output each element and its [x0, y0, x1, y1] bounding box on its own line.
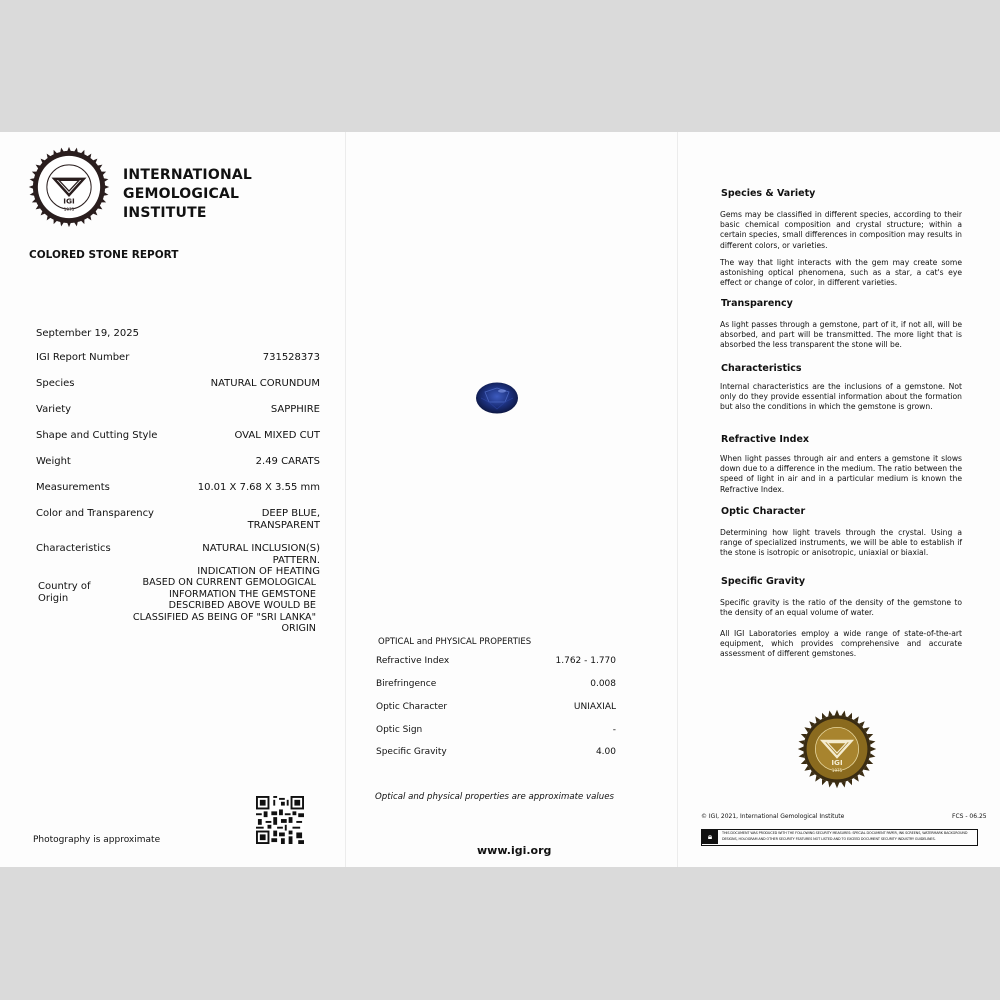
glossary-paragraph: Determining how light travels through the crystal. Using a range of specialized instruments, we will be able to establish if the stone is isotropic or anisotropic, uniaxial or biaxial.: [720, 528, 962, 558]
seal-tooth: [30, 191, 36, 196]
report-date: September 19, 2025: [36, 328, 139, 339]
glossary-paragraph: Internal characteristics are the inclusions of a gemstone. Not only do they provide essential information about the formation but also the conditions in which the gemstone is grown.: [720, 382, 962, 412]
glossary-paragraph: Gems may be classified in different species, according to their basic chemical composition and crystal structure; within a certain species, small differences in composition may results in different colors, or varieties.: [720, 210, 962, 250]
report-title: COLORED STONE REPORT: [29, 249, 179, 261]
gemstone-photo: [475, 382, 519, 414]
svg-text:1975: 1975: [831, 768, 843, 774]
row-label: Shape and Cutting Style: [36, 430, 158, 441]
svg-text:1975: 1975: [63, 206, 75, 212]
seal-tooth: [841, 781, 846, 787]
glossary-paragraph: As light passes through a gemstone, part of it, if not all, will be absorbed, and part will be transmitted. The more light that is absorbed the less transparent the stone will be.: [720, 320, 962, 350]
seal-tooth: [869, 753, 875, 758]
glossary-paragraph: When light passes through air and enters a gemstone it slows down due to a difference in the medium. The ratio between the speed of light in air and in a particular medium is known the Refractive Index.: [720, 454, 962, 494]
glossary-heading: Refractive Index: [721, 434, 810, 445]
security-text: THIS DOCUMENT WAS PRODUCED WITH THE FOLLOWING SECURITY MEASURES: SPECIAL DOCUMENT PAPER, INK SCREENS, WATERMARK BACKGROUND DESIGNS, HOLOGRAM AND OTHER SECURITY FEATURES NOT LISTED AND TO EXCEED DOCUMENT SECURITY INDUSTRY GUIDELINES.: [722, 831, 968, 841]
origin-label-line: Country of: [38, 581, 91, 592]
fold-line: [345, 132, 346, 867]
optical-label: Birefringence: [376, 679, 437, 689]
origin-line: ORIGIN: [281, 623, 316, 634]
security-notice: [701, 829, 978, 846]
seal-tooth: [103, 185, 109, 190]
row-label: Measurements: [36, 482, 110, 493]
seal-tooth: [841, 711, 846, 717]
optical-properties-title: OPTICAL and PHYSICAL PROPERTIES: [378, 637, 532, 647]
optic-character-value: UNIAXIAL: [573, 702, 616, 712]
transparency-value: TRANSPARENT: [247, 519, 320, 531]
seal-tooth: [60, 148, 65, 154]
seal-tooth: [799, 740, 805, 745]
origin-label: [38, 581, 91, 605]
report-number: 731528373: [262, 352, 320, 363]
seal-tooth: [828, 711, 833, 717]
optical-label: Refractive Index: [376, 656, 450, 666]
seal-tooth: [30, 178, 36, 183]
origin-label-line: Origin: [38, 593, 69, 604]
shape-value: OVAL MIXED CUT: [234, 430, 320, 441]
seal-tooth: [835, 710, 840, 716]
birefringence-value: 0.008: [590, 679, 616, 689]
seal-tooth: [798, 747, 804, 752]
copyright-text: © IGI, 2021, International Gemological Institute: [701, 813, 845, 820]
igi-seal-logo: [28, 146, 110, 228]
seal-tooth: [73, 148, 78, 154]
seal-tooth: [835, 783, 840, 789]
origin-line: INFORMATION THE GEMSTONE: [168, 588, 316, 600]
seal-tooth: [828, 781, 833, 787]
glossary-heading: Species & Variety: [721, 188, 816, 199]
seal-tooth: [799, 753, 805, 758]
seal-tooth: [871, 747, 877, 752]
optical-label: Optic Character: [376, 702, 448, 712]
svg-text:IGI: IGI: [63, 196, 75, 206]
glossary-heading: Specific Gravity: [721, 576, 806, 587]
org-name-line: INSTITUTE: [123, 205, 207, 221]
glossary-paragraph: The way that light interacts with the gem may create some astonishing optical phenomena, such as a star, a cat's eye effect or change of color, in different varieties.: [720, 258, 962, 288]
seal-tooth: [67, 221, 72, 227]
color-value: DEEP BLUE,: [261, 508, 320, 519]
row-label: Variety: [36, 404, 72, 415]
seal-tooth: [73, 220, 78, 226]
glossary-heading: Characteristics: [721, 363, 802, 374]
website-link[interactable]: www.igi.org: [477, 844, 552, 857]
origin-line: BASED ON CURRENT GEMOLOGICAL: [142, 577, 316, 588]
characteristic-line: NATURAL INCLUSION(S): [202, 543, 320, 554]
variety-value: SAPPHIRE: [270, 404, 320, 415]
optical-approximation-note: Optical and physical properties are approximate values: [375, 792, 614, 802]
measurements-value: 10.01 X 7.68 X 3.55 mm: [197, 482, 320, 493]
species-value: NATURAL CORUNDUM: [210, 378, 320, 389]
glossary-paragraph: Specific gravity is the ratio of the density of the gemstone to the density of an equal volume of water.: [720, 598, 962, 618]
lock-icon: 🔒︎: [702, 830, 718, 844]
characteristics-value: [197, 543, 320, 578]
optic-sign-value: -: [612, 725, 616, 735]
glossary-heading: Transparency: [721, 298, 793, 309]
characteristic-line: INDICATION OF HEATING: [197, 566, 320, 577]
seal-tooth: [29, 185, 35, 190]
glossary-heading: Optic Character: [721, 506, 806, 517]
seal-tooth: [102, 178, 108, 183]
seal-tooth: [102, 191, 108, 196]
optical-label: Specific Gravity: [376, 747, 447, 757]
row-label: IGI Report Number: [36, 352, 130, 363]
origin-line: CLASSIFIED AS BEING OF "SRI LANKA": [132, 611, 316, 623]
refractive-index-value: 1.762 - 1.770: [555, 656, 616, 666]
fold-line: [677, 132, 678, 867]
row-label: Color and Transparency: [36, 508, 154, 519]
row-label: Weight: [36, 456, 71, 467]
org-name-line: GEMOLOGICAL: [123, 186, 240, 202]
igi-gold-seal: [797, 709, 877, 789]
row-label: Characteristics: [36, 543, 111, 554]
color-transparency-value: [248, 508, 320, 531]
characteristic-line: PATTERN.: [272, 554, 320, 566]
qr-code[interactable]: [256, 796, 304, 844]
svg-text:IGI: IGI: [831, 758, 843, 767]
org-name-line: INTERNATIONAL: [123, 167, 253, 183]
colored-stone-report: [0, 132, 1000, 867]
row-label: Species: [36, 378, 75, 389]
organization-name: [123, 166, 252, 223]
glossary-paragraph: All IGI Laboratories employ a wide range of state-of-the-art equipment, which provides comprehensive and accurate assessment of different gemstones.: [720, 629, 962, 659]
origin-value: [110, 577, 316, 635]
seal-tooth: [60, 220, 65, 226]
photography-note: Photography is approximate: [33, 835, 161, 845]
seal-tooth: [869, 740, 875, 745]
optical-label: Optic Sign: [376, 725, 423, 735]
origin-line: DESCRIBED ABOVE WOULD BE: [168, 600, 316, 611]
weight-value: 2.49 CARATS: [255, 456, 320, 467]
seal-tooth: [67, 147, 72, 153]
form-code: FCS - 06.25: [952, 813, 987, 820]
specific-gravity-value: 4.00: [595, 747, 616, 757]
